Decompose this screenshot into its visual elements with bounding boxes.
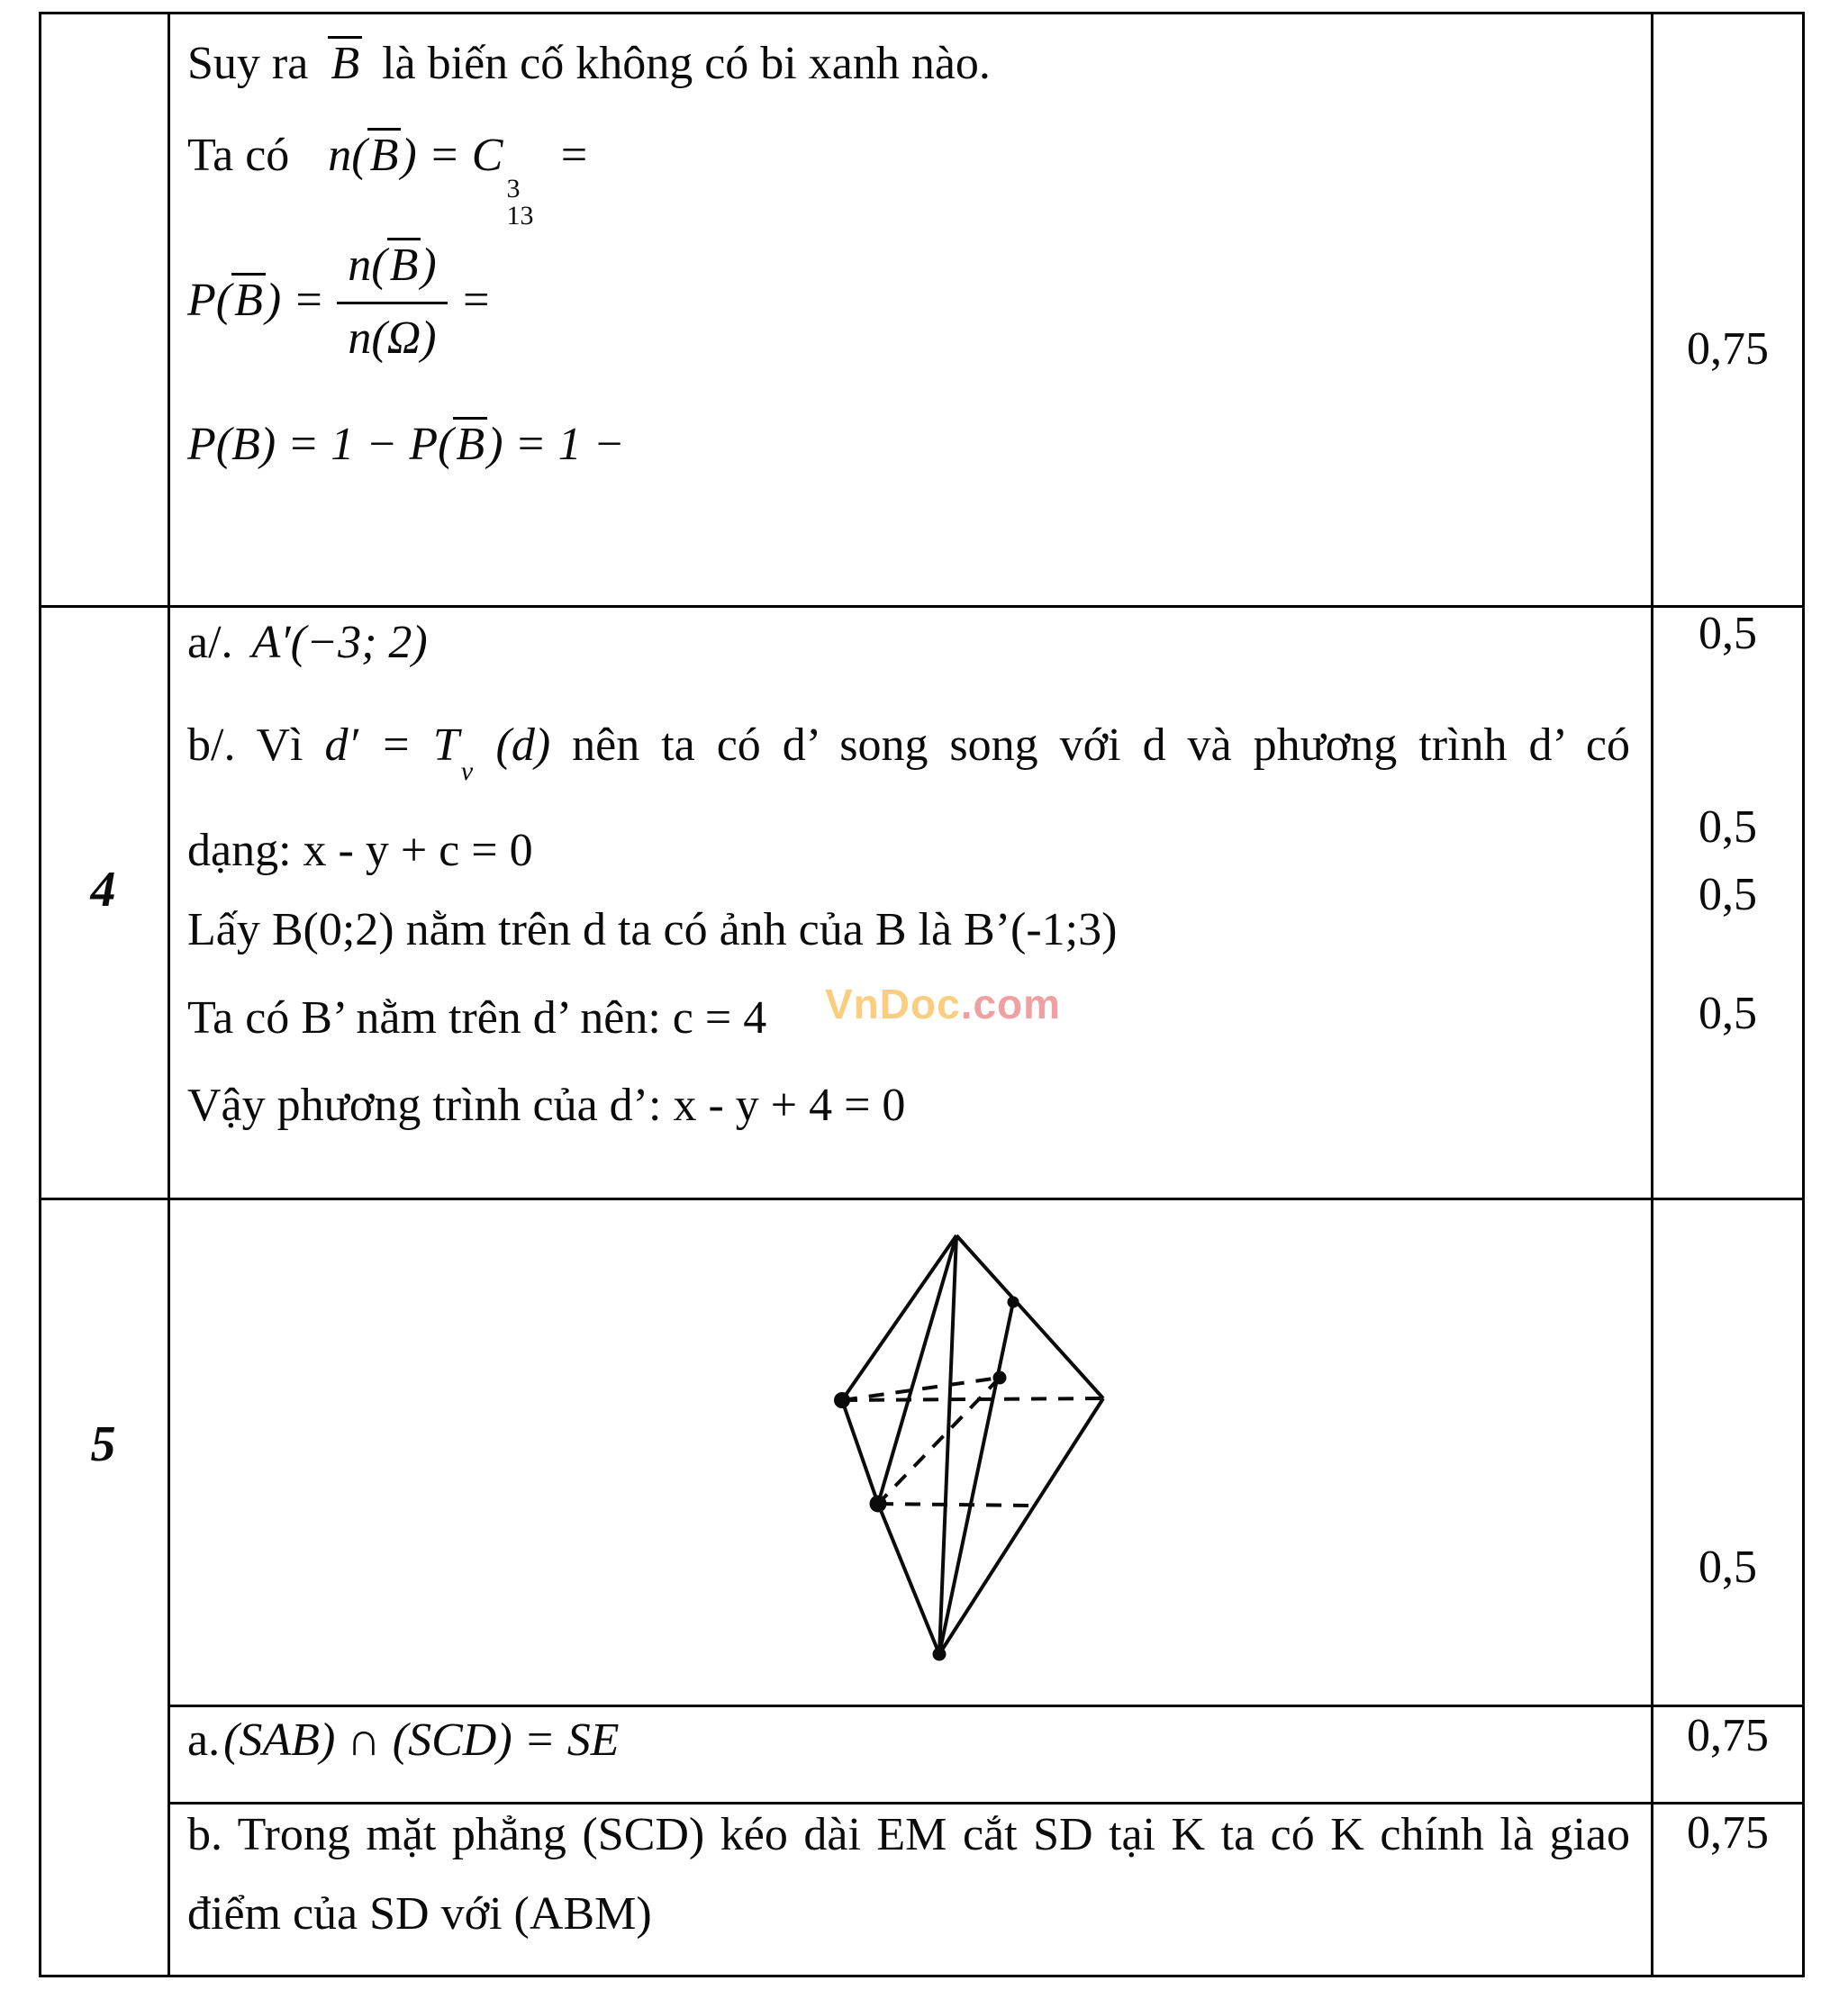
text: n(	[328, 130, 367, 181]
score-q4-b1: 0,5	[1699, 801, 1757, 853]
text: ) =	[401, 130, 460, 181]
b-bar-symbol: B	[231, 273, 266, 324]
q4-line-lay-b: Lấy B(0;2) nằm trên d ta có ảnh của B là B’(-1;3)	[187, 904, 1118, 955]
b-bar-symbol: B	[328, 36, 362, 87]
table-divider-number-column	[168, 12, 170, 1977]
score-q5-b: 0,75	[1687, 1807, 1769, 1859]
combination-symbol	[471, 130, 534, 231]
q4-line-taco-b: Ta có B’ nằm trên d’ nên: c = 4	[187, 992, 767, 1044]
figure-dashed-AM	[842, 1378, 1000, 1400]
score-q4-b3: 0,5	[1699, 988, 1757, 1039]
q4-part-a-line	[187, 616, 428, 670]
row-divider-q4-q5	[39, 1198, 1805, 1200]
text: C	[471, 130, 503, 181]
score-q3: 0,75	[1687, 323, 1769, 375]
text: Suy ra	[187, 38, 309, 89]
question-number-5: 5	[90, 1416, 116, 1472]
part-label: a/.	[187, 617, 233, 668]
text: )	[421, 240, 437, 291]
figure-edge-CD	[939, 1398, 1103, 1654]
q3-conclusion-line	[187, 36, 991, 91]
figure-edge-SA	[842, 1235, 956, 1400]
translation-formula	[324, 719, 551, 786]
table-border-bottom	[39, 1975, 1805, 1977]
text: ) =	[265, 275, 325, 327]
formula-p-bbar	[187, 273, 324, 328]
superscript: 3	[506, 174, 521, 204]
table-border-left	[39, 12, 41, 1977]
q4-line-dang: dạng: x - y + c = 0	[187, 825, 533, 876]
sup-sub-stack	[506, 176, 533, 230]
figure-vertex-dot-B	[870, 1496, 887, 1513]
text: ) = 1 −	[487, 419, 625, 470]
table-border-top	[39, 12, 1805, 14]
figure-dashed-AC	[842, 1398, 1103, 1400]
score-q5-a: 0,75	[1687, 1710, 1769, 1761]
b-bar-symbol: B	[453, 417, 487, 468]
question-number-4: 4	[90, 862, 116, 918]
figure-dashed-B-CD	[878, 1504, 1033, 1506]
row-divider-figure-a	[168, 1705, 1805, 1707]
q4-part-b-line	[187, 719, 1630, 788]
score-q5-figure: 0,5	[1699, 1542, 1757, 1593]
text: Ta có	[187, 130, 290, 181]
figure-edge-SC	[956, 1235, 1103, 1398]
coordinates-a-prime: A′(−3; 2)	[251, 617, 428, 668]
q5-part-a-line	[187, 1714, 620, 1768]
text: (d)	[495, 719, 551, 771]
watermark-right: .com	[960, 981, 1062, 1027]
text: d′ = T	[324, 719, 459, 771]
text: nên ta có d’ song song với d và phương trình d’ có	[572, 719, 1630, 771]
figure-vertex-dot-M	[993, 1371, 1007, 1385]
q3-final-formula-line	[187, 417, 625, 472]
q3-probability-formula-line	[187, 236, 492, 366]
figure-vertex-dot-A	[834, 1392, 850, 1408]
part-label: a.	[187, 1714, 221, 1766]
text: n(	[348, 240, 387, 291]
q3-count-formula-line	[187, 128, 590, 230]
q5-part-b-line1: b. Trong mặt phẳng (SCD) kéo dài EM cắt SD tại K ta có K chính là giao	[187, 1809, 1630, 1860]
formula-n-bbar	[328, 130, 590, 231]
figure-edge-AB	[842, 1400, 878, 1504]
figure-edge-BD	[878, 1504, 939, 1654]
q5-part-b-line2: điểm của SD với (ABM)	[187, 1888, 652, 1940]
part-label: b/.	[187, 719, 236, 771]
equals-sign: =	[459, 274, 492, 326]
vndoc-watermark	[825, 980, 1061, 1028]
score-q4-a: 0,5	[1699, 608, 1757, 659]
equals-sign: =	[557, 130, 590, 181]
row-divider-q3-q4	[39, 605, 1805, 608]
text: P(B) = 1 − P(	[187, 419, 454, 470]
fraction	[337, 236, 447, 366]
fraction-denominator: n(Ω)	[348, 312, 437, 364]
b-bar-symbol: B	[367, 128, 402, 179]
fraction-numerator	[337, 236, 447, 304]
vector-v-subscript: v⃗	[460, 756, 494, 786]
text: Vì	[256, 719, 303, 771]
watermark-left: VnDoc	[825, 981, 961, 1027]
subscript: 13	[506, 201, 534, 231]
q4-line-vay: Vậy phương trình của d’: x - y + 4 = 0	[187, 1080, 906, 1131]
figure-vertex-dot-E	[1008, 1297, 1019, 1308]
intersection-formula: (SAB) ∩ (SCD) = SE	[223, 1714, 620, 1766]
row-divider-a-b	[168, 1802, 1805, 1805]
b-bar-symbol: B	[387, 238, 421, 289]
score-q4-b2: 0,5	[1699, 869, 1757, 920]
text: là biến cố không có bi xanh nào.	[382, 38, 991, 89]
pyramid-figure	[775, 1216, 1153, 1670]
text: P(	[187, 275, 232, 327]
figure-vertex-dot-bottom	[933, 1648, 947, 1661]
